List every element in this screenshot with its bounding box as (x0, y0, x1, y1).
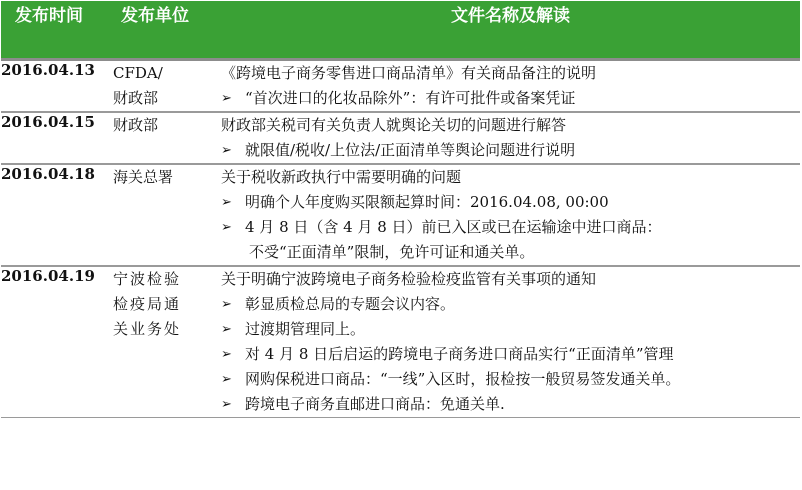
interpretation-bullet (221, 292, 800, 317)
table-body (1, 59, 800, 417)
interpretation-bullet (221, 190, 800, 215)
header-org: 发布单位 (113, 1, 221, 59)
bullet-text: 对 4 月 8 日后启运的跨境电子商务进口商品实行“正面清单”管理 (245, 344, 674, 363)
issuing-org-line: 宁波检验 (113, 269, 182, 288)
interpretation-bullet (221, 317, 800, 342)
table-row (1, 112, 800, 164)
release-date: 2016.04.13 (1, 59, 113, 112)
arrow-bullet-icon: ➢ (221, 142, 232, 158)
arrow-bullet-icon: ➢ (221, 219, 232, 235)
arrow-bullet-icon: ➢ (221, 194, 232, 210)
interpretation-bullet (221, 342, 800, 367)
interpretation-bullet (221, 215, 800, 240)
table-row (1, 266, 800, 418)
arrow-bullet-icon: ➢ (221, 346, 232, 362)
interpretation-bullet (221, 367, 800, 392)
document-title: 关于税收新政执行中需要明确的问题 (221, 167, 462, 186)
bullet-text: 彰显质检总局的专题会议内容。 (245, 294, 456, 313)
policy-table (1, 1, 800, 418)
document-content (221, 112, 800, 164)
interpretation-bullet (221, 138, 800, 163)
arrow-bullet-icon: ➢ (221, 321, 232, 337)
issuing-org (113, 164, 221, 266)
header-content: 文件名称及解读 (221, 1, 800, 59)
bullet-text: 网购保税进口商品：“一线”入区时，报检按一般贸易签发通关单。 (245, 369, 681, 388)
bullet-text: 4 月 8 日（含 4 月 8 日）前已入区或已在运输途中进口商品： (245, 217, 662, 236)
document-title: 《跨境电子商务零售进口商品清单》有关商品备注的说明 (221, 63, 597, 82)
bullet-text: 明确个人年度购买限额起算时间：2016.04.08, 00:00 (245, 192, 609, 211)
bullet-text: 过渡期管理同上。 (245, 319, 366, 338)
interpretation-bullet (221, 392, 800, 417)
issuing-org (113, 59, 221, 112)
table-row (1, 164, 800, 266)
table-header (1, 1, 800, 59)
bullet-continuation: 不受“正面清单”限制，免许可证和通关单。 (249, 242, 535, 261)
arrow-bullet-icon: ➢ (221, 371, 232, 387)
release-date: 2016.04.15 (1, 112, 95, 131)
table-row (1, 59, 800, 112)
issuing-org-line: 关业务处 (113, 319, 182, 338)
document-content (221, 266, 800, 418)
issuing-org-line: 检疫局通 (113, 294, 182, 313)
document-content (221, 59, 800, 112)
release-date: 2016.04.18 (1, 164, 95, 183)
issuing-org (113, 112, 221, 164)
issuing-org-line: 财政部 (113, 88, 159, 107)
arrow-bullet-icon: ➢ (221, 90, 232, 106)
document-title: 财政部关税司有关负责人就舆论关切的问题进行解答 (221, 115, 567, 134)
arrow-bullet-icon: ➢ (221, 396, 232, 412)
bullet-text: 跨境电子商务直邮进口商品：免通关单. (245, 394, 505, 413)
header-date: 发布时间 (1, 1, 113, 59)
issuing-org-line: 财政部 (113, 115, 159, 134)
bullet-text: “首次进口的化妆品除外”：有许可批件或备案凭证 (245, 88, 576, 107)
issuing-org-line: 海关总署 (113, 167, 174, 186)
document-content (221, 164, 800, 266)
issuing-org (113, 266, 221, 418)
arrow-bullet-icon: ➢ (221, 296, 232, 312)
release-date: 2016.04.19 (1, 266, 95, 285)
interpretation-bullet (221, 86, 800, 111)
document-title: 关于明确宁波跨境电子商务检验检疫监管有关事项的通知 (221, 269, 597, 288)
bullet-text: 就限值/税收/上位法/正面清单等舆论问题进行说明 (245, 140, 576, 159)
issuing-org-line: CFDA/ (113, 63, 163, 82)
